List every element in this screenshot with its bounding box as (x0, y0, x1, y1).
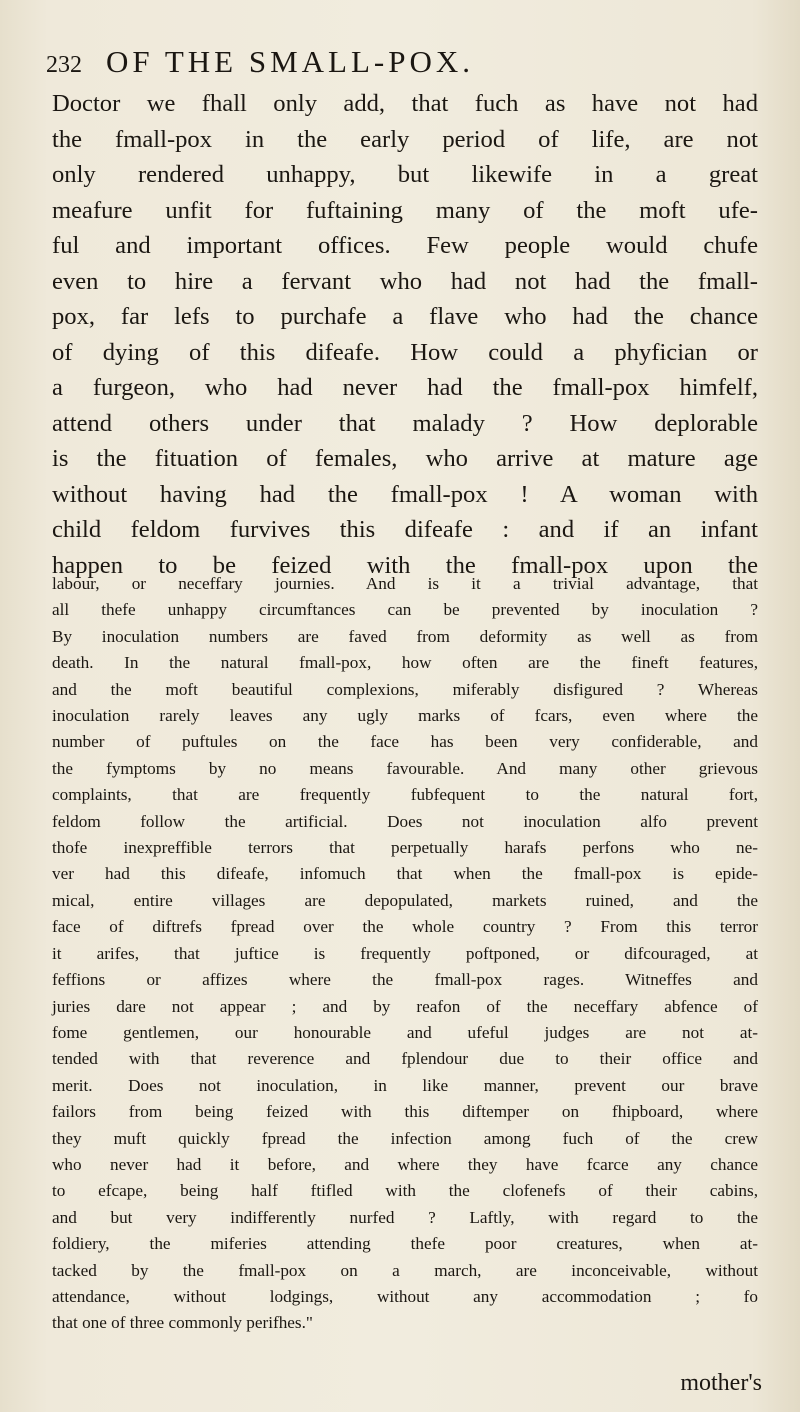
text-line: fome gentlemen, our honourable and ufeful judges are not at- (52, 1022, 758, 1042)
running-title: OF THE SMALL-POX. (106, 44, 474, 79)
text-line: they muft quickly fpread the infection among fuch of the crew (52, 1128, 758, 1148)
text-line: thofe inexpreffible terrors that perpetually harafs perfons who ne- (52, 838, 758, 858)
text-line: feldom follow the artificial. Does not inoculation alfo prevent (52, 811, 758, 831)
text-line: attendance, without lodgings, without any accommodation ; fo (52, 1286, 758, 1306)
text-line: tended with that reverence and fplendour due to their office and (52, 1049, 758, 1069)
text-line: complaints, that are frequently fubfequent to the natural fort, (52, 785, 758, 805)
text-line: without having had the fmall-pox ! A woman with (52, 480, 758, 508)
text-line: ver had this difeafe, infomuch that when the fmall-pox is epide- (52, 864, 758, 884)
text-line: and but very indifferently nurfed ? Laftly, with regard to the (52, 1207, 758, 1227)
text-line: that one of three commonly perifhes." (52, 1313, 313, 1333)
text-line: all thefe unhappy circumftances can be prevented by inoculation ? (52, 600, 758, 620)
text-line: Doctor we fhall only add, that fuch as have not had (52, 90, 758, 117)
text-line: only rendered unhappy, but likewife in a great (52, 161, 758, 188)
text-line: happen to be feized with the fmall-pox upon the (52, 551, 758, 579)
text-line: ful and important offices. Few people would chufe (52, 232, 758, 259)
main-paragraph (52, 86, 758, 583)
text-line: and the moft beautiful complexions, miferably disfigured ? Whereas (52, 679, 758, 699)
text-line: number of puftules on the face has been very confiderable, and (52, 732, 758, 752)
text-line: merit. Does not inoculation, in like manner, prevent our brave (52, 1075, 758, 1095)
text-line: foldiery, the miferies attending thefe poor creatures, when at- (52, 1234, 758, 1254)
page-header (46, 44, 746, 84)
text-line: face of diftrefs fpread over the whole country ? From this terror (52, 917, 758, 937)
text-line: inoculation rarely leaves any ugly marks of fcars, even where the (52, 706, 758, 726)
text-line: the fymptoms by no means favourable. And many other grievous (52, 758, 758, 778)
text-line: even to hire a fervant who had not had the fmall- (52, 267, 758, 295)
catchword: mother's (680, 1370, 762, 1396)
page-number: 232 (46, 52, 82, 78)
text-line: death. In the natural fmall-pox, how often are the fineft features, (52, 653, 758, 673)
text-line: to efcape, being half ftifled with the clofenefs of their cabins, (52, 1181, 758, 1201)
text-line: is the fituation of females, who arrive at mature age (52, 445, 758, 472)
text-line: meafure unfit for fuftaining many of the moft ufe- (52, 196, 758, 224)
quoted-paragraph (52, 571, 758, 1337)
text-line: By inoculation numbers are faved from deformity as well as from (52, 626, 758, 646)
text-line: it arifes, that juftice is frequently poftponed, or difcouraged, at (52, 943, 758, 963)
text-line: who never had it before, and where they have fcarce any chance (52, 1154, 758, 1174)
text-line: pox, far lefs to purchafe a flave who had the chance (52, 303, 758, 330)
text-line: tacked by the fmall-pox on a march, are inconceivable, without (52, 1260, 758, 1280)
text-line: feffions or affizes where the fmall-pox rages. Witneffes and (52, 970, 758, 990)
text-line: attend others under that malady ? How deplorable (52, 409, 758, 437)
text-line: child feldom furvives this difeafe : and if an infant (52, 516, 758, 543)
text-line: of dying of this difeafe. How could a phyfician or (52, 338, 758, 366)
text-line: mical, entire villages are depopulated, markets ruined, and the (52, 890, 758, 910)
text-line: juries dare not appear ; and by reafon of the neceffary abfence of (52, 996, 758, 1016)
text-line: labour, or neceffary journies. And is it a trivial advantage, that (52, 574, 758, 593)
text-line: a furgeon, who had never had the fmall-pox himfelf, (52, 374, 758, 401)
text-line: failors from being feized with this diftemper on fhipboard, where (52, 1102, 758, 1122)
text-line: the fmall-pox in the early period of life, are not (52, 125, 758, 153)
